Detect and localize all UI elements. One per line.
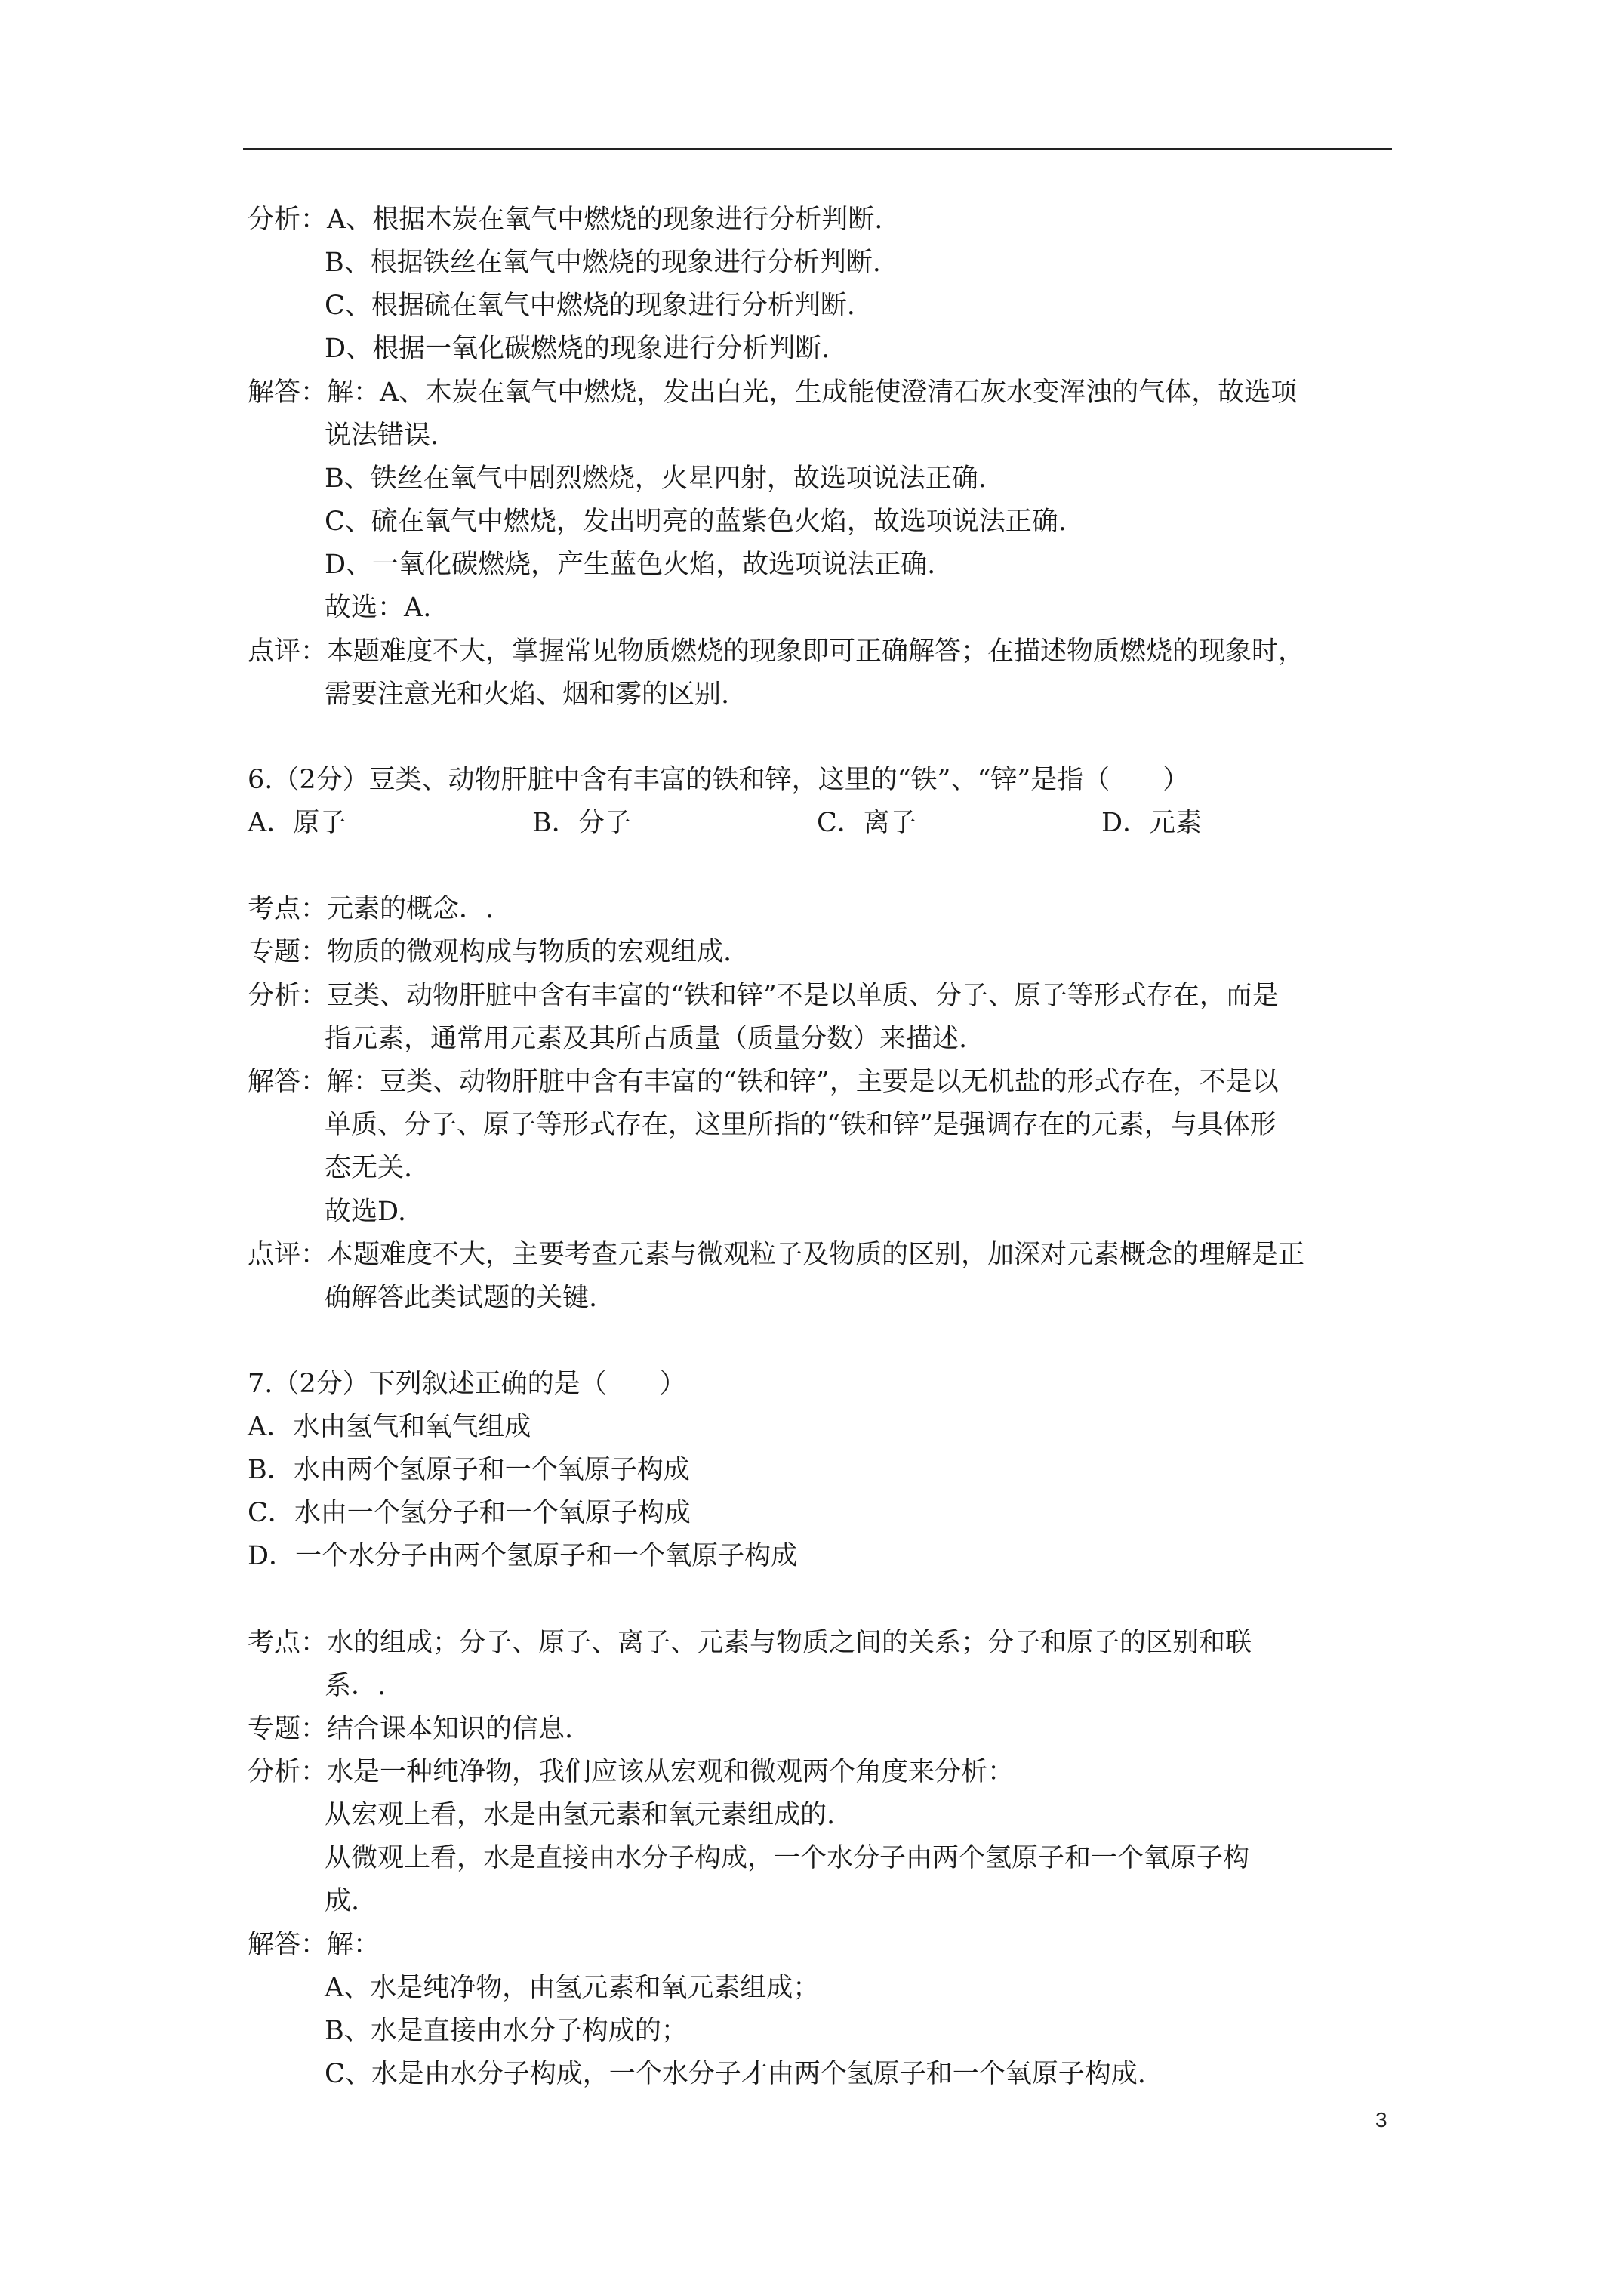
answer-label: 解答： <box>248 1067 328 1097</box>
analysis-label: 分析： <box>248 205 328 235</box>
analysis-line: 从微观上看，水是直接由水分子构成，一个水分子由两个氢原子和一个氧原子构 <box>325 1843 1250 1873</box>
comment-line: 确解答此类试题的关键. <box>325 1283 598 1313</box>
question-6-option-a: A．原子 <box>248 808 346 838</box>
answer-line: 态无关. <box>325 1153 413 1183</box>
question-7-stem: 7.（2分）下列叙述正确的是（ ） <box>248 1369 686 1399</box>
question-6-option-d: D．元素 <box>1101 808 1203 838</box>
answer-label: 解答： <box>248 378 328 408</box>
analysis-line: D、根据一氧化碳燃烧的现象进行分析判断. <box>325 334 830 364</box>
answer-line: 故选：A. <box>325 593 432 623</box>
comment-label: 点评： <box>248 636 328 667</box>
question-6-option-b: B．分子 <box>532 808 631 838</box>
kaodian-line: 系．. <box>325 1671 387 1701</box>
analysis-line: C、根据硫在氧气中燃烧的现象进行分析判断. <box>325 291 855 321</box>
comment-line: 需要注意光和火焰、烟和雾的区别. <box>325 680 730 710</box>
question-7-option-d: D．一个水分子由两个氢原子和一个氧原子构成 <box>248 1541 798 1571</box>
question-7-option-b: B．水由两个氢原子和一个氧原子构成 <box>248 1455 690 1485</box>
zhuanti-label: 专题： <box>248 937 328 967</box>
question-6-stem: 6.（2分）豆类、动物肝脏中含有丰富的铁和锌，这里的“铁”、“锌”是指（ ） <box>248 765 1190 795</box>
question-6-option-c: C．离子 <box>817 808 916 838</box>
answer-label: 解答： <box>248 1930 328 1960</box>
analysis-line: 分析：A、根据木炭在氧气中燃烧的现象进行分析判断. <box>248 202 882 237</box>
zhuanti-label: 专题： <box>248 1714 328 1744</box>
zhuanti-line: 专题：物质的微观构成与物质的宏观组成. <box>248 935 731 969</box>
comment-label: 点评： <box>248 1240 328 1270</box>
kaodian-label: 考点： <box>248 1628 328 1658</box>
question-7-option-a: A．水由氢气和氧气组成 <box>248 1412 531 1442</box>
kaodian-line: 考点：水的组成；分子、原子、离子、元素与物质之间的关系；分子和原子的区别和联 <box>248 1626 1252 1660</box>
analysis-line: B、根据铁丝在氧气中燃烧的现象进行分析判断. <box>325 248 881 278</box>
header-rule <box>243 148 1392 150</box>
analysis-line: 指元素，通常用元素及其所占质量（质量分数）来描述. <box>325 1024 968 1054</box>
analysis-line: 从宏观上看，水是由氢元素和氧元素组成的. <box>325 1800 836 1830</box>
kaodian-line: 考点：元素的概念．. <box>248 892 494 926</box>
analysis-line: 分析：水是一种纯净物，我们应该从宏观和微观两个角度来分析： <box>248 1755 1014 1789</box>
answer-line: 单质、分子、原子等形式存在，这里所指的“铁和锌”是强调存在的元素，与具体形 <box>325 1110 1277 1140</box>
answer-line: C、水是由水分子构成，一个水分子才由两个氢原子和一个氧原子构成. <box>325 2059 1146 2089</box>
question-7-option-c: C．水由一个氢分子和一个氧原子构成 <box>248 1498 691 1528</box>
zhuanti-line: 专题：结合课本知识的信息. <box>248 1712 573 1746</box>
analysis-label: 分析： <box>248 981 328 1011</box>
answer-line: B、铁丝在氧气中剧烈燃烧，火星四射，故选项说法正确. <box>325 464 987 494</box>
kaodian-label: 考点： <box>248 894 328 924</box>
answer-line: A、水是纯净物，由氢元素和氧元素组成； <box>325 1973 820 2003</box>
analysis-line: 成. <box>325 1886 360 1916</box>
comment-line: 点评：本题难度不大，主要考查元素与微观粒子及物质的区别，加深对元素概念的理解是正 <box>248 1237 1304 1272</box>
answer-line: 解答：解：豆类、动物肝脏中含有丰富的“铁和锌”，主要是以无机盐的形式存在，不是以 <box>248 1065 1279 1099</box>
answer-line: 故选D. <box>325 1197 406 1227</box>
answer-line: 说法错误. <box>325 421 439 451</box>
answer-line: 解答：解： <box>248 1928 380 1962</box>
page-number: 3 <box>1375 2108 1387 2131</box>
analysis-label: 分析： <box>248 1757 328 1787</box>
answer-line: C、硫在氧气中燃烧，发出明亮的蓝紫色火焰，故选项说法正确. <box>325 507 1067 537</box>
analysis-line: 分析：豆类、动物肝脏中含有丰富的“铁和锌”不是以单质、分子、原子等形式存在，而是 <box>248 978 1279 1013</box>
answer-line: 解答：解：A、木炭在氧气中燃烧，发出白光，生成能使澄清石灰水变浑浊的气体，故选项 <box>248 375 1297 410</box>
answer-line: B、水是直接由水分子构成的； <box>325 2016 688 2046</box>
answer-line: D、一氧化碳燃烧，产生蓝色火焰，故选项说法正确. <box>325 550 936 580</box>
comment-line: 点评：本题难度不大，掌握常见物质燃烧的现象即可正确解答；在描述物质燃烧的现象时， <box>248 634 1304 669</box>
